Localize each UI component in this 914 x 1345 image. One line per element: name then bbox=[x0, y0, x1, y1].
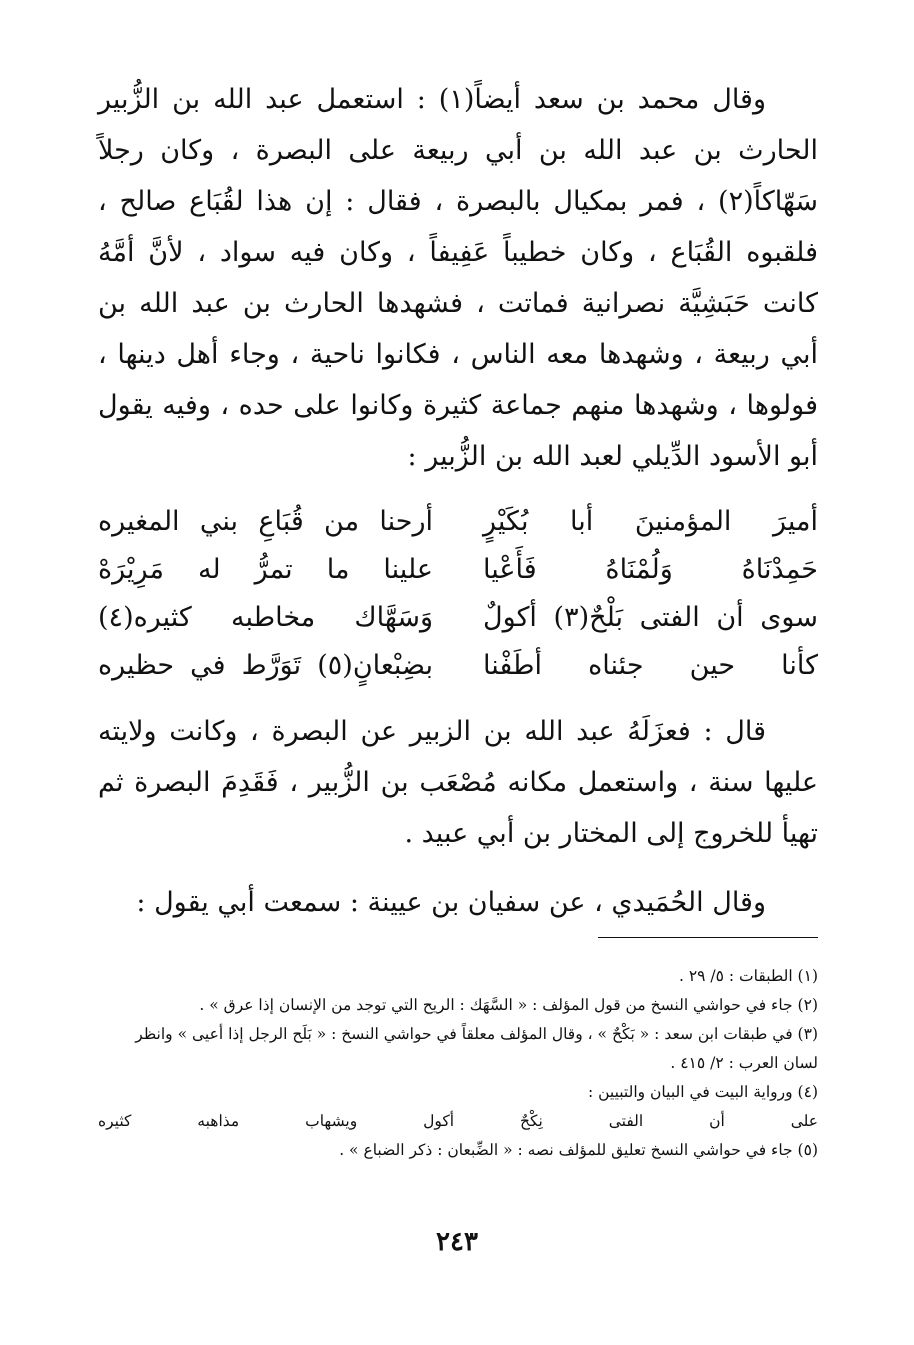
footnote-verse: على أن الفتى نِكْحٌ أكول ويشهاب مذاهبه كثيره bbox=[98, 1112, 818, 1130]
paragraph-2: قال : فعزَلَهُ عبد الله بن الزبير عن البصرة ، وكانت ولايته عليها سنة ، واستعمل مكانه مُصْعَب بن الزُّبير ، فَقَدِمَ البصرة ثم تهيأ للخروج إلى المختار بن أبي عبيد . bbox=[98, 716, 818, 849]
hemistich-second: أرحنا من قُبَاعِ بني المغيره bbox=[98, 506, 433, 537]
main-text bbox=[98, 74, 818, 928]
poem-verse bbox=[98, 498, 818, 546]
poem bbox=[98, 498, 818, 690]
hemistich-first: سوى أن الفتى بَلْحٌ(٣) أكولٌ bbox=[483, 602, 818, 633]
footnote-3: (٣) في طبقات ابن سعد : « بَكْحٌ » ، وقال المؤلف معلقاً في حواشي النسخ : « بَلَح الرجل إذا أعيى » وانظر لسان العرب : ٢/ ٤١٥ . bbox=[135, 1025, 818, 1072]
page-number: ٢٤٣ bbox=[436, 1227, 478, 1257]
hemistich-second: بضِبْعانٍ(٥) تَوَرَّط في حظيره bbox=[98, 650, 433, 681]
poem-verse bbox=[98, 642, 818, 690]
hemistich-first: كأنا حين جئناه أطَفْنا bbox=[483, 650, 818, 681]
footnote-divider bbox=[598, 937, 818, 938]
paragraph-3: وقال الحُمَيدي ، عن سفيان بن عيينة : سمعت أبي يقول : bbox=[136, 887, 766, 918]
hemistich-first: أميرَ المؤمنينَ أبا بُكَيْرٍ bbox=[483, 506, 818, 537]
footnote-5: (٥) جاء في حواشي النسخ تعليق للمؤلف نصه : « الضِّبعان : ذكر الضباع » . bbox=[339, 1141, 818, 1159]
hemistich-second: علينا ما تمرُّ له مَرِيْرَهْ bbox=[98, 554, 433, 585]
footnote-2: (٢) جاء في حواشي النسخ من قول المؤلف : « السَّهَك : الريح التي توجد من الإنسان إذا عرق » . bbox=[199, 996, 818, 1014]
poem-verse bbox=[98, 594, 818, 642]
poem-verse bbox=[98, 546, 818, 594]
hemistich-second: وَسَهَّاك مخاطبه كثيره(٤) bbox=[98, 602, 433, 633]
footnote-1: (١) الطبقات : ٥/ ٢٩ . bbox=[678, 967, 818, 985]
footnote-4: (٤) ورواية البيت في البيان والتبيين : bbox=[587, 1083, 818, 1101]
hemistich-first: حَمِدْنَاهُ وَلُمْنَاهُ فَأَعْيا bbox=[483, 554, 818, 585]
paragraph-1: وقال محمد بن سعد أيضاً(١) : استعمل عبد الله بن الزُّبير الحارث بن عبد الله بن أبي ربيعة على البصرة ، وكان رجلاً سَهّاكاً(٢) ، فمر بمكيال بالبصرة ، فقال : إن هذا لقُبَاع صالح ، فلقبوه القُبَاع ، وكان خطيباً عَفِيفاً ، وكان فيه سواد ، لأنَّ أمَّهُ كانت حَبَشِيَّة نصرانية فماتت ، فشهدها الحارث بن عبد الله بن أبي ربيعة ، وشهدها معه الناس ، فكانوا ناحية ، وجاء أهل دينها ، فولوها ، وشهدها منهم جماعة كثيرة وكانوا على حده ، وفيه يقول أبو الأسود الدِّيلي لعبد الله بن الزُّبير : bbox=[98, 84, 818, 472]
footnotes bbox=[98, 962, 818, 1165]
